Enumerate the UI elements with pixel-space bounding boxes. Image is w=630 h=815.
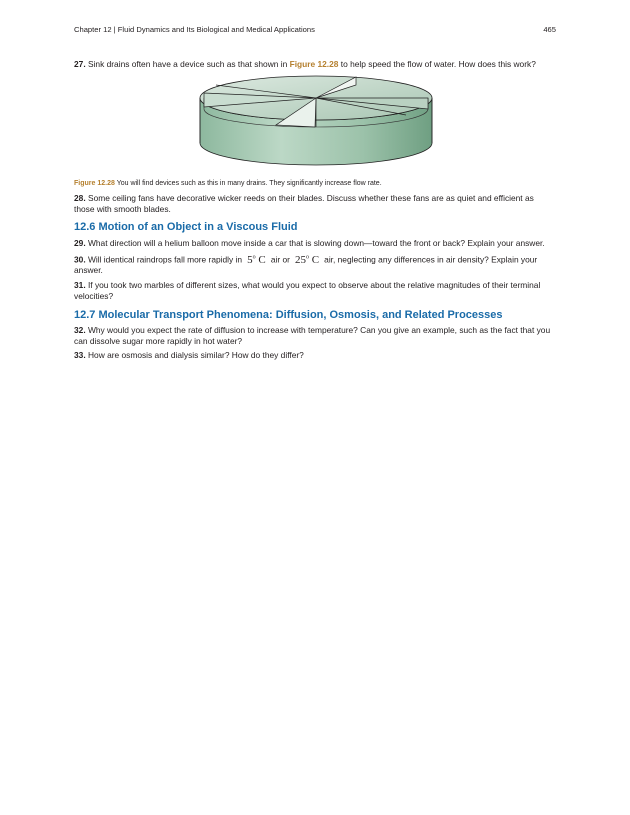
question-number: 33. (74, 350, 86, 360)
question-number: 31. (74, 280, 86, 290)
question-32: 32. Why would you expect the rate of diffusion to increase with temperature? Can you give an example, such as the fact that you can dissolve sugar more rapidly in hot water? (74, 325, 551, 346)
figure-link[interactable]: Figure 12.28 (289, 59, 339, 69)
figure-label: Figure 12.28 (74, 180, 115, 187)
question-29: 29. What direction will a helium balloon move inside a car that is slowing down—toward the front or back? Explain your answer. (74, 238, 545, 248)
temperature-25c: 25$^o$ C (294, 253, 320, 266)
page-number: 465 (543, 25, 556, 34)
question-number: 27. (74, 59, 86, 69)
question-27: 27. Sink drains often have a device such as that shown in Figure 12.28 to help speed the flow of water. How does this work? (74, 59, 536, 69)
question-30: 30. Will identical raindrops fall more rapidly in 5$^o$ C air or 25$^o$ C air, neglecting any differences in air density? Explain your answer. (74, 253, 538, 276)
figure-caption: Figure 12.28 You will find devices such as this in many drains. They significantly increase flow rate. (74, 180, 382, 187)
section-heading-12-7: 12.7 Molecular Transport Phenomena: Diffusion, Osmosis, and Related Processes (74, 309, 503, 321)
question-28: 28. Some ceiling fans have decorative wicker reeds on their blades. Discuss whether these fans are as quiet and efficient as those with smooth blades. (74, 193, 534, 214)
temperature-5c: 5$^o$ C (247, 253, 266, 266)
chapter-title: Chapter 12 | Fluid Dynamics and Its Biological and Medical Applications (74, 25, 315, 34)
section-heading-12-6: 12.6 Motion of an Object in a Viscous Fluid (74, 221, 298, 233)
question-number: 30. (74, 254, 86, 265)
question-31: 31. If you took two marbles of different sizes, what would you expect to observe about the relative magnitudes of their terminal velocities? (74, 280, 541, 301)
question-33: 33. How are osmosis and dialysis similar? How do they differ? (74, 350, 304, 360)
drain-device-figure (196, 71, 436, 171)
question-number: 32. (74, 325, 86, 335)
question-number: 28. (74, 193, 86, 203)
question-number: 29. (74, 238, 86, 248)
